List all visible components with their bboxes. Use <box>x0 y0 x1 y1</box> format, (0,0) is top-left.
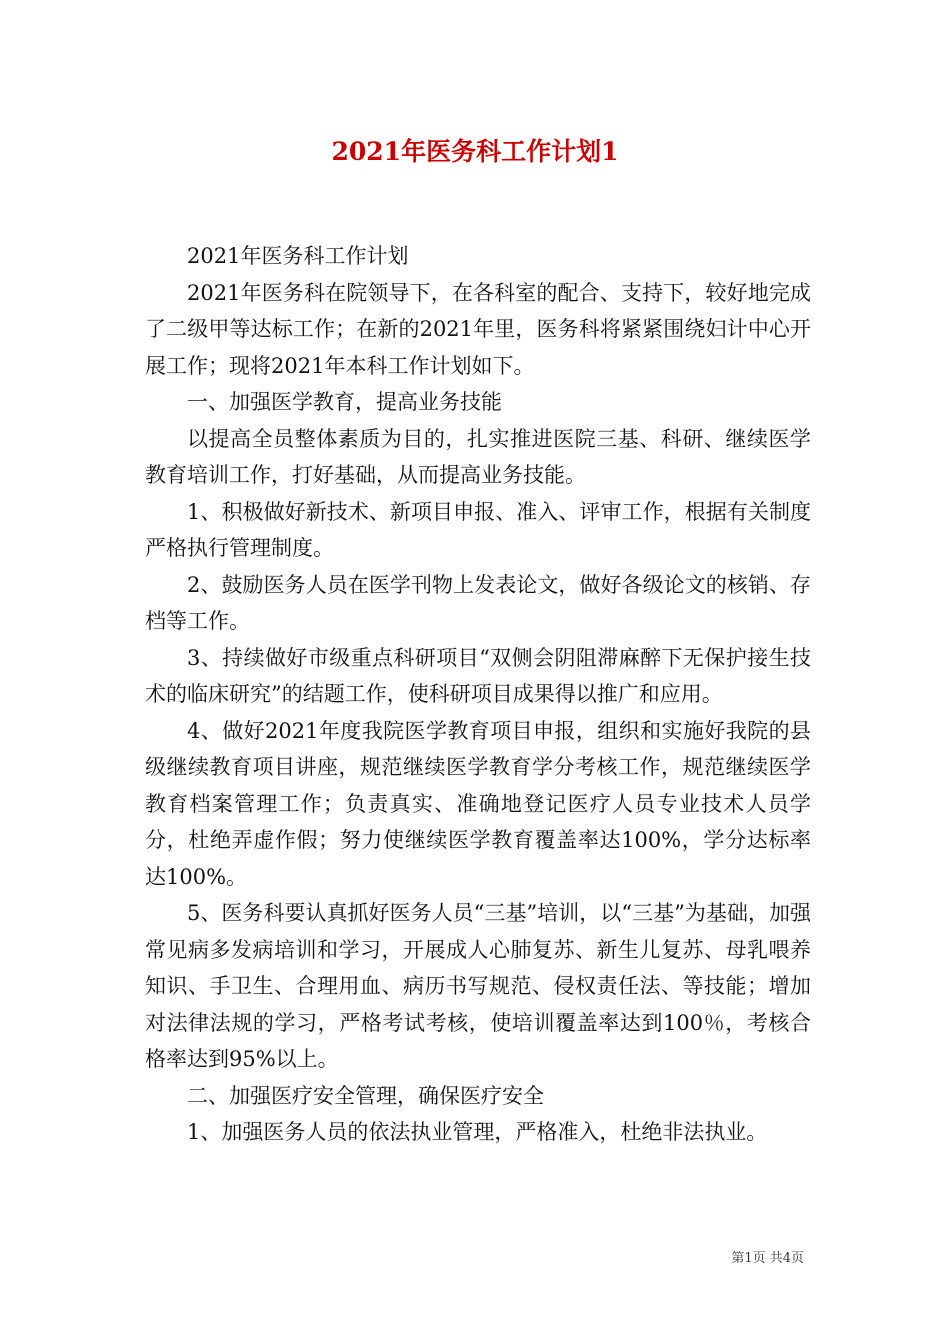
paragraph-heading: 2021年医务科工作计划 <box>187 244 409 268</box>
section-heading-2: 二、加强医疗安全管理，确保医疗安全 <box>187 1083 544 1108</box>
section-heading-1: 一、加强医学教育，提高业务技能 <box>187 390 502 414</box>
list-item: 5、医务科要认真抓好医务人员“三基”培训，以“三基”为基础，加强常见病多发病培训和学习，开展成人心肺复苏、新生儿复苏、母乳喂养知识、手卫生、合理用血、病历书写规范、侵权责任法、等技能；增加对法律法规的学习，严格考试考核，使培训覆盖率达到100％，考核合格率达到95%以上。 <box>145 901 811 1071</box>
paragraph: 以提高全员整体素质为目的，扎实推进医院三基、科研、继续医学教育培训工作，打好基础，从而提高业务技能。 <box>145 426 811 487</box>
document-body <box>145 238 811 1151</box>
list-item: 1、加强医务人员的依法执业管理，严格准入，杜绝非法执业。 <box>187 1120 768 1144</box>
document-title: 2021年医务科工作计划1 <box>331 137 619 166</box>
paragraph-intro: 2021年医务科在院领导下，在各科室的配合、支持下，较好地完成了二级甲等达标工作；在新的2021年里，医务科将紧紧围绕妇计中心开展工作；现将2021年本科工作计划如下。 <box>145 280 811 378</box>
list-item: 4、做好2021年度我院医学教育项目申报，组织和实施好我院的县级继续教育项目讲座，规范继续医学教育学分考核工作，规范继续医学教育档案管理工作；负责真实、准确地登记医疗人员专业技术人员学分，杜绝弄虚作假；努力使继续医学教育覆盖率达100%，学分达标率达100%。 <box>145 718 811 889</box>
page-footer: 第1页 共4页 <box>731 1251 804 1266</box>
list-item: 2、鼓励医务人员在医学刊物上发表论文，做好各级论文的核销、存档等工作。 <box>145 572 811 633</box>
list-item: 1、积极做好新技术、新项目申报、准入、评审工作，根据有关制度严格执行管理制度。 <box>145 499 811 560</box>
list-item: 3、持续做好市级重点科研项目“双侧会阴阻滞麻醉下无保护接生技术的临床研究”的结题工作，使科研项目成果得以推广和应用。 <box>145 645 811 706</box>
